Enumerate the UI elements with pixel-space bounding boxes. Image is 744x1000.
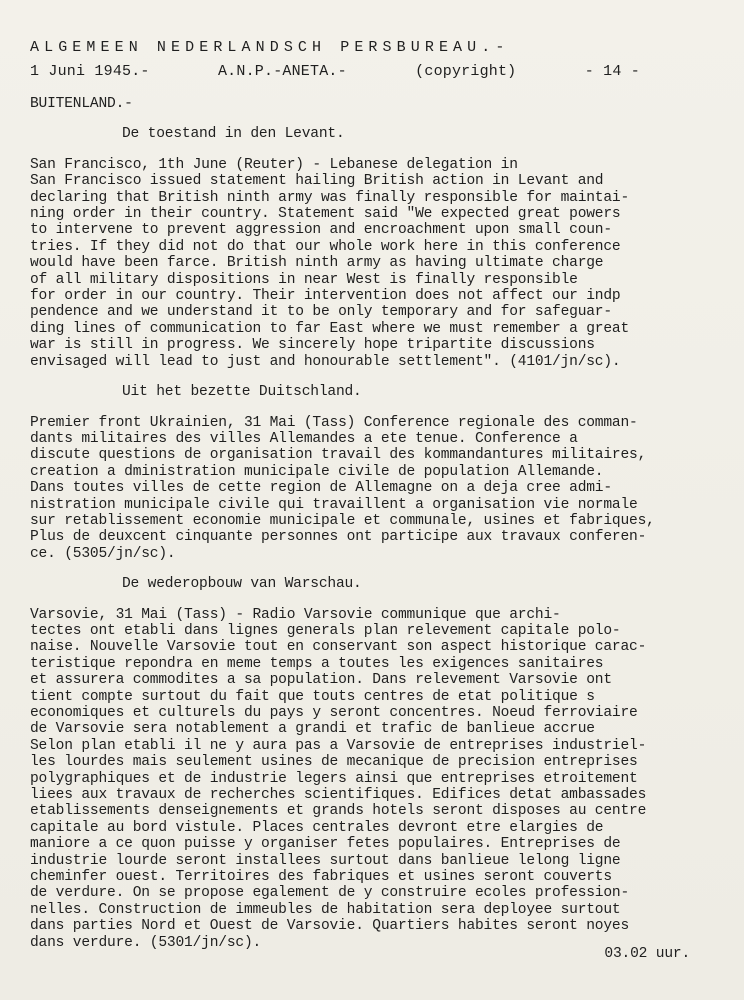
text-line: tient compte surtout du fait que touts centres de etat politique s xyxy=(30,688,595,705)
text-line: tries. If they did not do that our whole work here in this conference xyxy=(30,238,621,255)
section-label: BUITENLAND.- xyxy=(30,96,133,112)
text-line: ce. (5305/jn/sc). xyxy=(30,545,176,562)
agency-short: A.N.P.-ANETA.- xyxy=(217,63,347,80)
text-line: cheminfer ouest. Territoires des fabriques et usines seront couverts xyxy=(30,869,612,886)
agency-header: ALGEMEEN NEDERLANDSCH PERSBUREAU.- xyxy=(30,39,510,56)
article-levant xyxy=(30,126,702,370)
text-line: Varsovie, 31 Mai (Tass) - Radio Varsovie communique que archi- xyxy=(30,606,561,623)
page-number: - 14 - xyxy=(584,63,640,80)
text-line: teristique repondra en meme temps a toutes les exigences sanitaires xyxy=(30,655,604,672)
text-line: war is still in progress. We sincerely hope tripartite discussions xyxy=(30,337,595,354)
article-body xyxy=(30,607,702,952)
text-line: les lourdes mais seulement usines de mecanique de precision entreprises xyxy=(30,754,638,771)
text-line: San Francisco issued statement hailing British action in Levant and xyxy=(30,173,604,190)
text-line: dants militaires des villes Allemandes a ete tenue. Conference a xyxy=(30,430,578,447)
text-line: industrie lourde seront installees surtout dans banlieue lelong ligne xyxy=(30,852,621,869)
text-line: nistration municipale civile qui travaillent a organisation vie normale xyxy=(30,496,638,513)
text-line: Dans toutes villes de cette region de Allemagne on a deja cree admi- xyxy=(30,480,612,497)
article-heading: De wederopbouw van Warschau. xyxy=(122,576,362,593)
text-line: Selon plan etabli il ne y aura pas a Varsovie de entreprises industriel- xyxy=(30,737,647,754)
text-line: of all military dispositions in near West is finally responsible xyxy=(30,271,578,288)
article-heading: Uit het bezette Duitschland. xyxy=(122,384,362,401)
text-line: sur retablissement economie municipale et communale, usines et fabriques, xyxy=(30,512,655,529)
text-line: for order in our country. Their intervention does not affect our indp xyxy=(30,288,621,305)
text-line: de verdure. On se propose egalement de y construire ecoles profession- xyxy=(30,885,630,902)
text-line: ding lines of communication to far East where we must remember a great xyxy=(30,320,630,337)
text-line: liees aux travaux de recherches scientifiques. Edifices detat ambassades xyxy=(30,787,647,804)
text-line: naise. Nouvelle Varsovie tout en conservant son aspect historique carac- xyxy=(30,639,647,656)
text-line: ning order in their country. Statement said "We expected great powers xyxy=(30,206,621,223)
text-line: tectes ont etabli dans lignes generals plan relevement capitale polo- xyxy=(30,622,621,639)
text-line: creation a dministration municipale civile de population Allemande. xyxy=(30,463,604,480)
article-duitschland xyxy=(30,384,702,562)
text-line: pendence and we understand it to be only temporary and for safeguar- xyxy=(30,304,612,321)
article-warschau xyxy=(30,576,702,951)
text-line: polygraphiques et de industrie legers ainsi que entreprises etroitement xyxy=(30,770,638,787)
text-line: Plus de deuxcent cinquante personnes ont participe aux travaux conferen- xyxy=(30,529,647,546)
text-line: San Francisco, 1th June (Reuter) - Lebanese delegation in xyxy=(30,156,518,173)
article-heading: De toestand in den Levant. xyxy=(122,126,345,143)
text-line: nelles. Construction de immeubles de habitation sera deployee surtout xyxy=(30,901,621,918)
text-line: dans verdure. (5301/jn/sc). xyxy=(30,934,262,951)
copyright: (copyright) xyxy=(415,63,517,80)
text-line: etablissements denseignements et grands hotels seront disposes au centre xyxy=(30,803,647,820)
text-line: capitale au bord vistule. Places centrales devront etre elargies de xyxy=(30,819,604,836)
footer-time: 03.02 uur. xyxy=(604,945,690,962)
text-line: dans parties Nord et Ouest de Varsovie. Quartiers habites seront noyes xyxy=(30,918,630,935)
text-line: et assurera commodites a sa population. Dans relevement Varsovie ont xyxy=(30,672,612,689)
text-line: envisaged will lead to just and honourable settlement". (4101/jn/sc). xyxy=(30,353,621,370)
text-line: maniore a ce quon puisse y organiser fetes populaires. Entreprises de xyxy=(30,836,621,853)
meta-line xyxy=(30,60,640,84)
text-line: declaring that British ninth army was finally responsible for maintai- xyxy=(30,189,630,206)
text-line: would have been farce. British ninth army as having ultimate charge xyxy=(30,255,604,272)
date: 1 Juni 1945.- xyxy=(30,63,150,80)
text-line: Premier front Ukrainien, 31 Mai (Tass) Conference regionale des comman- xyxy=(30,414,638,431)
text-line: discute questions de organisation travail des kommandantures militaires, xyxy=(30,447,647,464)
text-line: to intervene to prevent aggression and encroachment upon small coun- xyxy=(30,222,612,239)
article-body xyxy=(30,415,702,563)
text-line: economiques et culturels du pays y seront concentres. Noeud ferroviaire xyxy=(30,705,638,721)
text-line: de Varsovie sera notablement a grandi et trafic de banlieue accrue xyxy=(30,721,595,738)
article-body xyxy=(30,157,702,370)
